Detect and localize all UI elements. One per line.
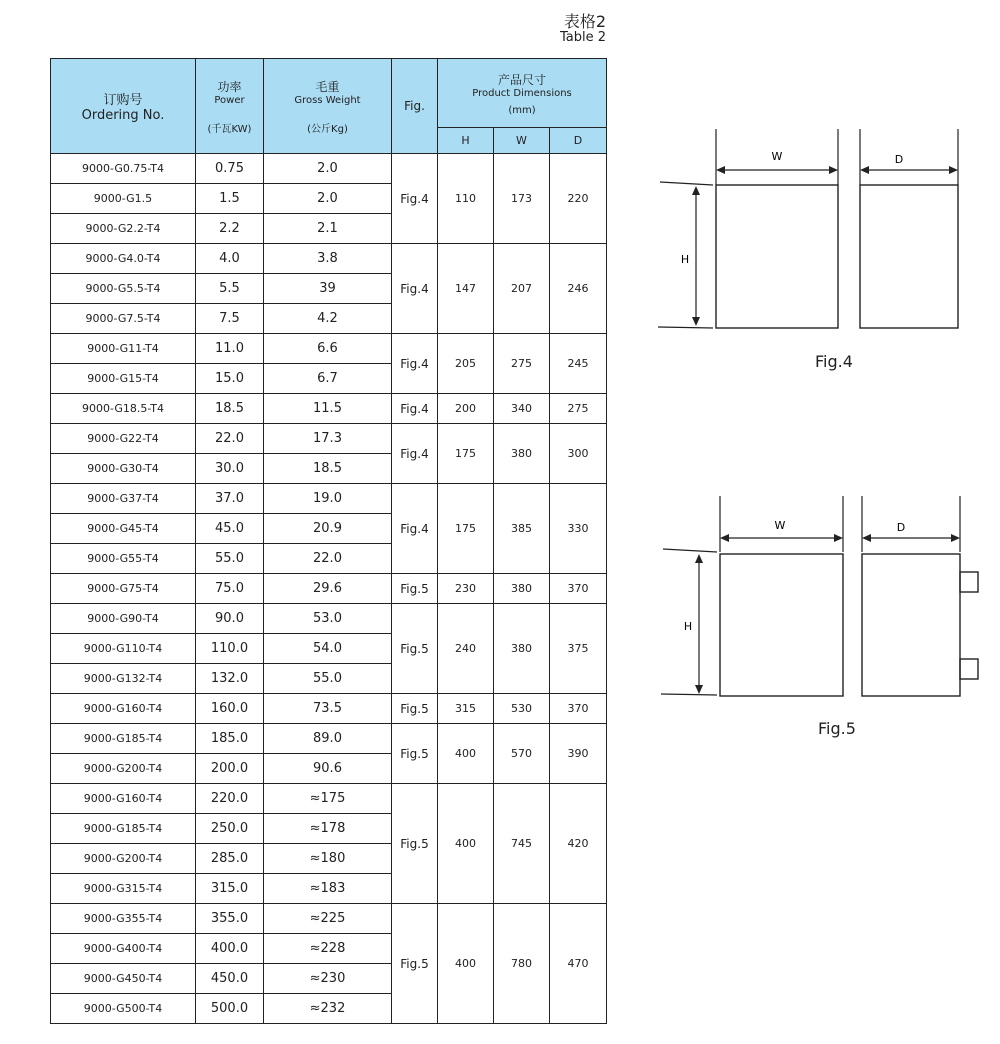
header-weight-unit: (公斤Kg) bbox=[307, 123, 348, 135]
dim-h-cell: 205 bbox=[438, 334, 494, 394]
weight-cell: 2.0 bbox=[264, 154, 392, 184]
power-cell: 4.0 bbox=[196, 244, 264, 274]
dim-w-cell: 173 bbox=[494, 154, 550, 244]
power-cell: 185.0 bbox=[196, 724, 264, 754]
ordering-cell: 9000-G22-T4 bbox=[51, 424, 196, 454]
spec-table-body bbox=[51, 154, 607, 1024]
weight-cell: 6.6 bbox=[264, 334, 392, 364]
dim-w-cell: 275 bbox=[494, 334, 550, 394]
fig-cell: Fig.4 bbox=[392, 334, 438, 394]
dim-d-cell: 375 bbox=[550, 604, 607, 694]
weight-cell: 55.0 bbox=[264, 664, 392, 694]
ordering-cell: 9000-G55-T4 bbox=[51, 544, 196, 574]
power-cell: 15.0 bbox=[196, 364, 264, 394]
arrow-left-icon bbox=[716, 166, 725, 174]
ordering-cell: 9000-G2.2-T4 bbox=[51, 214, 196, 244]
weight-cell: 3.8 bbox=[264, 244, 392, 274]
fig5-diagram bbox=[655, 492, 985, 702]
arrow-left-icon bbox=[862, 534, 871, 542]
weight-cell: ≈180 bbox=[264, 844, 392, 874]
fig-cell: Fig.5 bbox=[392, 784, 438, 904]
power-cell: 37.0 bbox=[196, 484, 264, 514]
table-row bbox=[51, 244, 607, 274]
dim-h-cell: 400 bbox=[438, 724, 494, 784]
arrow-left-icon bbox=[720, 534, 729, 542]
power-cell: 110.0 bbox=[196, 634, 264, 664]
power-cell: 90.0 bbox=[196, 604, 264, 634]
weight-cell: 20.9 bbox=[264, 514, 392, 544]
arrow-up-icon bbox=[695, 554, 703, 563]
fig5-side-terminal bbox=[960, 659, 978, 679]
power-cell: 5.5 bbox=[196, 274, 264, 304]
arrow-right-icon bbox=[951, 534, 960, 542]
fig-cell: Fig.4 bbox=[392, 154, 438, 244]
weight-cell: 19.0 bbox=[264, 484, 392, 514]
fig4-ext-line bbox=[658, 327, 713, 328]
dim-h-cell: 175 bbox=[438, 424, 494, 484]
table-row bbox=[51, 694, 607, 724]
power-cell: 355.0 bbox=[196, 904, 264, 934]
fig4-front-view bbox=[716, 185, 838, 328]
dim-h-cell: 200 bbox=[438, 394, 494, 424]
weight-cell: 2.0 bbox=[264, 184, 392, 214]
dim-d-cell: 420 bbox=[550, 784, 607, 904]
dim-h-cell: 175 bbox=[438, 484, 494, 574]
ordering-cell: 9000-G132-T4 bbox=[51, 664, 196, 694]
fig5-caption: Fig.5 bbox=[818, 719, 856, 738]
fig5-ext-line bbox=[661, 694, 717, 695]
arrow-down-icon bbox=[692, 317, 700, 326]
ordering-cell: 9000-G45-T4 bbox=[51, 514, 196, 544]
dim-h-cell: 400 bbox=[438, 784, 494, 904]
table-row bbox=[51, 904, 607, 934]
table-row bbox=[51, 784, 607, 814]
ordering-cell: 9000-G185-T4 bbox=[51, 814, 196, 844]
ordering-cell: 9000-G15-T4 bbox=[51, 364, 196, 394]
dim-w-cell: 530 bbox=[494, 694, 550, 724]
ordering-cell: 9000-G37-T4 bbox=[51, 484, 196, 514]
header-d: D bbox=[550, 128, 607, 154]
weight-cell: 11.5 bbox=[264, 394, 392, 424]
fig-cell: Fig.5 bbox=[392, 724, 438, 784]
weight-cell: 29.6 bbox=[264, 574, 392, 604]
table-row bbox=[51, 154, 607, 184]
dim-h-cell: 147 bbox=[438, 244, 494, 334]
ordering-cell: 9000-G200-T4 bbox=[51, 754, 196, 784]
fig-cell: Fig.5 bbox=[392, 574, 438, 604]
arrow-up-icon bbox=[692, 186, 700, 195]
header-fig bbox=[392, 59, 438, 154]
table-row bbox=[51, 604, 607, 634]
dim-d-cell: 390 bbox=[550, 724, 607, 784]
dim-w-cell: 385 bbox=[494, 484, 550, 574]
ordering-cell: 9000-G7.5-T4 bbox=[51, 304, 196, 334]
power-cell: 45.0 bbox=[196, 514, 264, 544]
header-weight bbox=[264, 59, 392, 154]
ordering-cell: 9000-G90-T4 bbox=[51, 604, 196, 634]
ordering-cell: 9000-G5.5-T4 bbox=[51, 274, 196, 304]
header-power-en: Power bbox=[214, 94, 245, 106]
ordering-cell: 9000-G185-T4 bbox=[51, 724, 196, 754]
power-cell: 55.0 bbox=[196, 544, 264, 574]
header-power-cn: 功率 bbox=[217, 79, 242, 94]
power-cell: 132.0 bbox=[196, 664, 264, 694]
ordering-cell: 9000-G11-T4 bbox=[51, 334, 196, 364]
ordering-cell: 9000-G200-T4 bbox=[51, 844, 196, 874]
arrow-right-icon bbox=[949, 166, 958, 174]
header-dimensions-cn: 产品尺寸 bbox=[498, 72, 547, 87]
arrow-left-icon bbox=[860, 166, 869, 174]
power-cell: 30.0 bbox=[196, 454, 264, 484]
fig-cell: Fig.4 bbox=[392, 244, 438, 334]
fig-cell: Fig.4 bbox=[392, 484, 438, 574]
dim-h-cell: 230 bbox=[438, 574, 494, 604]
dim-d-cell: 275 bbox=[550, 394, 607, 424]
dim-h-cell: 315 bbox=[438, 694, 494, 724]
weight-cell: ≈232 bbox=[264, 994, 392, 1024]
fig5-d-label: D bbox=[896, 521, 906, 534]
ordering-cell: 9000-G75-T4 bbox=[51, 574, 196, 604]
dim-h-cell: 110 bbox=[438, 154, 494, 244]
power-cell: 285.0 bbox=[196, 844, 264, 874]
fig4-w-label: W bbox=[771, 150, 783, 163]
fig4-diagram bbox=[655, 125, 965, 335]
power-cell: 18.5 bbox=[196, 394, 264, 424]
header-dimensions-en: Product Dimensions bbox=[472, 87, 572, 99]
power-cell: 75.0 bbox=[196, 574, 264, 604]
ordering-cell: 9000-G0.75-T4 bbox=[51, 154, 196, 184]
dim-h-cell: 240 bbox=[438, 604, 494, 694]
fig5-h-label: H bbox=[683, 620, 693, 633]
header-h: H bbox=[438, 128, 494, 154]
power-cell: 0.75 bbox=[196, 154, 264, 184]
spec-table bbox=[50, 58, 607, 1024]
header-w: W bbox=[494, 128, 550, 154]
weight-cell: 90.6 bbox=[264, 754, 392, 784]
fig4-caption: Fig.4 bbox=[815, 352, 853, 371]
fig5-front-view bbox=[720, 554, 843, 696]
weight-cell: 89.0 bbox=[264, 724, 392, 754]
table-row bbox=[51, 724, 607, 754]
ordering-cell: 9000-G400-T4 bbox=[51, 934, 196, 964]
ordering-cell: 9000-G18.5-T4 bbox=[51, 394, 196, 424]
dim-w-cell: 380 bbox=[494, 574, 550, 604]
power-cell: 1.5 bbox=[196, 184, 264, 214]
table-row bbox=[51, 574, 607, 604]
weight-cell: ≈175 bbox=[264, 784, 392, 814]
arrow-down-icon bbox=[695, 685, 703, 694]
power-cell: 500.0 bbox=[196, 994, 264, 1024]
ordering-cell: 9000-G4.0-T4 bbox=[51, 244, 196, 274]
power-cell: 450.0 bbox=[196, 964, 264, 994]
weight-cell: ≈228 bbox=[264, 934, 392, 964]
table-row bbox=[51, 334, 607, 364]
fig-cell: Fig.5 bbox=[392, 694, 438, 724]
dim-w-cell: 340 bbox=[494, 394, 550, 424]
dim-w-cell: 380 bbox=[494, 604, 550, 694]
dim-w-cell: 745 bbox=[494, 784, 550, 904]
weight-cell: 18.5 bbox=[264, 454, 392, 484]
fig5-ext-line bbox=[663, 549, 717, 552]
dim-w-cell: 570 bbox=[494, 724, 550, 784]
header-weight-cn: 毛重 bbox=[315, 79, 340, 94]
dim-w-cell: 780 bbox=[494, 904, 550, 1024]
power-cell: 11.0 bbox=[196, 334, 264, 364]
weight-cell: 73.5 bbox=[264, 694, 392, 724]
arrow-right-icon bbox=[834, 534, 843, 542]
fig-cell: Fig.4 bbox=[392, 424, 438, 484]
header-power bbox=[196, 59, 264, 154]
weight-cell: 39 bbox=[264, 274, 392, 304]
ordering-cell: 9000-G160-T4 bbox=[51, 694, 196, 724]
table-title-cn: 表格2 bbox=[563, 12, 606, 31]
header-fig-label: Fig. bbox=[404, 99, 425, 113]
power-cell: 2.2 bbox=[196, 214, 264, 244]
header-dimensions-unit: (mm) bbox=[508, 104, 536, 116]
ordering-cell: 9000-G500-T4 bbox=[51, 994, 196, 1024]
fig-cell: Fig.5 bbox=[392, 904, 438, 1024]
weight-cell: 17.3 bbox=[264, 424, 392, 454]
power-cell: 220.0 bbox=[196, 784, 264, 814]
header-dimensions bbox=[438, 59, 607, 128]
ordering-cell: 9000-G355-T4 bbox=[51, 904, 196, 934]
dim-w-cell: 380 bbox=[494, 424, 550, 484]
power-cell: 315.0 bbox=[196, 874, 264, 904]
dim-d-cell: 370 bbox=[550, 694, 607, 724]
ordering-cell: 9000-G315-T4 bbox=[51, 874, 196, 904]
power-cell: 400.0 bbox=[196, 934, 264, 964]
dim-d-cell: 220 bbox=[550, 154, 607, 244]
power-cell: 160.0 bbox=[196, 694, 264, 724]
fig4-d-label: D bbox=[894, 153, 904, 166]
table-row bbox=[51, 394, 607, 424]
weight-cell: ≈183 bbox=[264, 874, 392, 904]
weight-cell: 22.0 bbox=[264, 544, 392, 574]
fig4-h-label: H bbox=[680, 253, 690, 266]
dim-d-cell: 370 bbox=[550, 574, 607, 604]
fig5-side-terminal bbox=[960, 572, 978, 592]
weight-cell: 2.1 bbox=[264, 214, 392, 244]
weight-cell: 6.7 bbox=[264, 364, 392, 394]
arrow-right-icon bbox=[829, 166, 838, 174]
ordering-cell: 9000-G30-T4 bbox=[51, 454, 196, 484]
ordering-cell: 9000-G450-T4 bbox=[51, 964, 196, 994]
fig4-ext-line bbox=[660, 182, 713, 185]
header-ordering-en: Ordering No. bbox=[81, 108, 165, 123]
fig-cell: Fig.5 bbox=[392, 604, 438, 694]
power-cell: 7.5 bbox=[196, 304, 264, 334]
weight-cell: ≈178 bbox=[264, 814, 392, 844]
dim-d-cell: 300 bbox=[550, 424, 607, 484]
table-row bbox=[51, 484, 607, 514]
table-row bbox=[51, 424, 607, 454]
table-title bbox=[560, 14, 606, 44]
weight-cell: 54.0 bbox=[264, 634, 392, 664]
dim-w-cell: 207 bbox=[494, 244, 550, 334]
dim-d-cell: 330 bbox=[550, 484, 607, 574]
fig-cell: Fig.4 bbox=[392, 394, 438, 424]
weight-cell: ≈225 bbox=[264, 904, 392, 934]
table-title-en: Table 2 bbox=[559, 29, 606, 45]
ordering-cell: 9000-G1.5 bbox=[51, 184, 196, 214]
fig4-side-view bbox=[860, 185, 958, 328]
dim-d-cell: 470 bbox=[550, 904, 607, 1024]
weight-cell: ≈230 bbox=[264, 964, 392, 994]
power-cell: 250.0 bbox=[196, 814, 264, 844]
dim-d-cell: 246 bbox=[550, 244, 607, 334]
header-ordering-cn: 订购号 bbox=[103, 93, 143, 108]
header-weight-en: Gross Weight bbox=[294, 94, 361, 106]
header-ordering bbox=[51, 59, 196, 154]
dim-h-cell: 400 bbox=[438, 904, 494, 1024]
header-power-unit: (千瓦KW) bbox=[207, 123, 252, 135]
ordering-cell: 9000-G160-T4 bbox=[51, 784, 196, 814]
dim-d-cell: 245 bbox=[550, 334, 607, 394]
weight-cell: 53.0 bbox=[264, 604, 392, 634]
power-cell: 200.0 bbox=[196, 754, 264, 784]
fig5-w-label: W bbox=[774, 519, 786, 532]
weight-cell: 4.2 bbox=[264, 304, 392, 334]
power-cell: 22.0 bbox=[196, 424, 264, 454]
ordering-cell: 9000-G110-T4 bbox=[51, 634, 196, 664]
fig5-side-view bbox=[862, 554, 960, 696]
